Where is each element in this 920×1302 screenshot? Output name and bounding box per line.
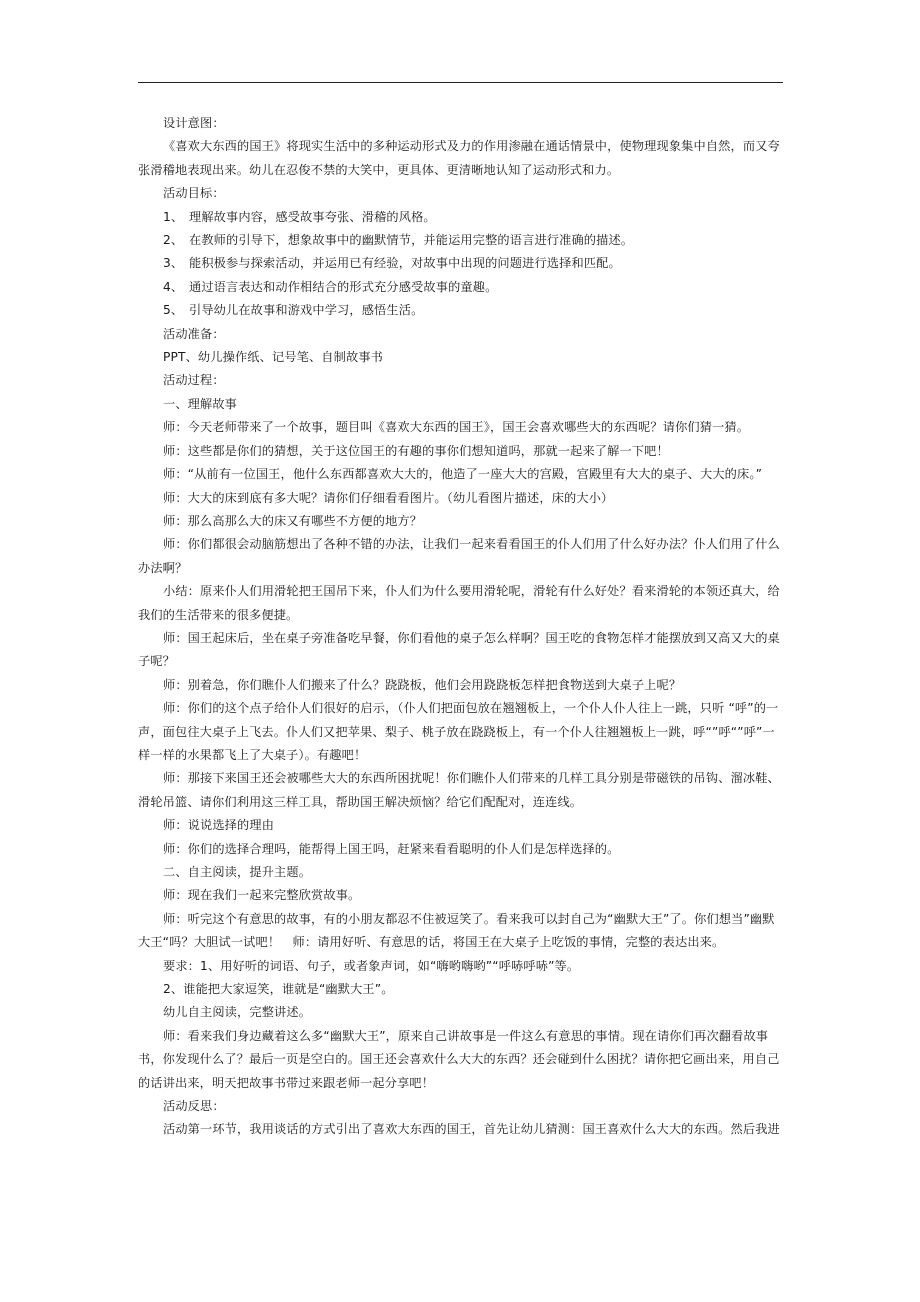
paragraph: 活动反思： (163, 1099, 225, 1114)
paragraph: 师：看来我们身边藏着这么多“幽默大王”，原来自己讲故事是一件这么有意思的事情。现在请你们再次翻看故事书，你发现什么了？最后一页是空白的。国王还会喜欢什么大大的东西？还会碰到什么困扰？请你把它画出来，用自己的话讲出来，明天把故事书带过来跟老师一起分享吧！ (138, 1028, 780, 1090)
paragraph: 师：那接下来国王还会被哪些大大的东西所困扰呢！你们瞧仆人们带来的几样工具分别是带磁铁的吊钩、溜冰鞋、滑轮吊篮、请你们利用这三样工具，帮助国王解决烦恼？给它们配配对，连连线。 (138, 771, 780, 809)
paragraph: 活动目标： (163, 186, 225, 201)
list-text: 能积极参与探索活动，并运用已有经验，对故事中出现的问题进行选择和匹配。 (189, 256, 621, 271)
paragraph: 师：说说选择的理由 (163, 818, 275, 833)
list-number: 2、 (163, 233, 184, 248)
document-body (138, 112, 786, 1142)
list-item (138, 229, 786, 252)
paragraph: 师：大大的床到底有多大呢？请你们仔细看看图片。（幼儿看图片描述，床的大小） (163, 490, 614, 505)
list-text: 引导幼儿在故事和游戏中学习，感悟生活。 (189, 303, 424, 318)
list-text: 理解故事内容，感受故事夸张、滑稽的风格。 (189, 209, 436, 224)
paragraph: 师：“从前有一位国王，他什么东西都喜欢大大的，他造了一座大大的宫殿，宫殿里有大大的桌子、大大的床。” (163, 467, 763, 482)
paragraph: 活动过程： (163, 373, 225, 388)
paragraph: PPT、幼儿操作纸、记号笔、自制故事书 (163, 350, 383, 365)
paragraph: 二、自主阅读，提升主题。 (163, 865, 312, 879)
paragraph: 师：你们的选择合理吗，能帮得上国王吗，赶紧来看看聪明的仆人们是怎样选择的。 (163, 841, 620, 856)
paragraph: 师：那么高那么大的床又有哪些不方便的地方？ (163, 513, 423, 528)
paragraph: 《喜欢大东西的国王》将现实生活中的多种运动形式及力的作用渗融在通话情景中，使物理现象集中自然，而又夸张滑稽地表现出来。幼儿在忍俊不禁的大笑中，更具体、更清晰地认知了运动形式和力。 (138, 139, 780, 177)
paragraph: 设计意图： (163, 116, 225, 130)
list-number: 4、 (163, 279, 184, 294)
paragraph: 活动准备： (163, 326, 225, 341)
list-number: 3、 (163, 256, 184, 271)
paragraph: 师：你们都很会动脑筋想出了各种不错的办法，让我们一起来看看国王的仆人们用了什么好办法？仆人们用了什么办法啊？ (138, 537, 780, 575)
paragraph: 师：你们的这个点子给仆人们很好的启示，（仆人们把面包放在翘翘板上，一个仆人仆人往上一跳，只听 “呼”的一声，面包往大桌子上飞去。仆人们又把苹果、梨子、桃子放在跷跷板上，有一个仆人往翘翘板上一跳，呼“”呼“”呼”一样一样的水果都飞上了大桌子）。有趣吧！ (138, 701, 779, 762)
list-number: 1、 (163, 209, 184, 224)
paragraph: 一、理解故事 (163, 396, 238, 411)
list-item (138, 206, 786, 229)
paragraph: 小结：原来仆人们用滑轮把王国吊下来，仆人们为什么要用滑轮呢，滑轮有什么好处？看来滑轮的本领还真大，给我们的生活带来的很多便捷。 (138, 584, 780, 622)
list-item (138, 252, 786, 275)
paragraph: 师：这些都是你们的猜想，关于这位国王的有趣的事你们想知道吗，那就一起来了解一下吧！ (163, 443, 669, 458)
paragraph: 活动第一环节，我用谈话的方式引出了喜欢大东西的国王，首先让幼儿猜测：国王喜欢什么大大的东西。然后我进 (163, 1122, 780, 1137)
list-item (138, 299, 786, 322)
paragraph: 幼儿自主阅读，完整讲述。 (163, 1005, 312, 1020)
paragraph: 师：别着急，你们瞧仆人们搬来了什么？跷跷板，他们会用跷跷板怎样把食物送到大桌子上呢？ (163, 677, 682, 692)
paragraph: 师：国王起床后，坐在桌子旁准备吃早餐，你们看他的桌子怎么样啊？国王吃的食物怎样才能摆放到又高又大的桌子呢？ (138, 630, 780, 669)
list-text: 通过语言表达和动作相结合的形式充分感受故事的童趣。 (189, 279, 498, 294)
paragraph: 师：今天老师带来了一个故事，题目叫《喜欢大东西的国王》，国王会喜欢哪些大的东西呢？请你们猜一猜。 (163, 420, 750, 435)
paragraph: 2、谁能把大家逗笑，谁就是“幽默大王”。 (163, 982, 394, 997)
list-item (138, 276, 786, 299)
list-number: 5、 (163, 303, 184, 318)
header-rule (138, 82, 783, 83)
paragraph: 师：听完这个有意思的故事，有的小朋友都忍不住被逗笑了。看来我可以封自己为“幽默大王”了。你们想当”幽默大王“吗？大胆试一试吧！ 师：请用好听、有意思的话，将国王在大桌子上吃饭的事情，完整的表达出来。 (138, 911, 775, 950)
list-text: 在教师的引导下，想象故事中的幽默情节，并能运用完整的语言进行准确的描述。 (189, 233, 634, 248)
paragraph: 师：现在我们一起来完整欣赏故事。 (163, 888, 361, 903)
paragraph: 要求：1、用好听的词语、句子，或者象声词，如“嗨哟嗨哟”“呼哧呼哧”等。 (163, 958, 580, 973)
